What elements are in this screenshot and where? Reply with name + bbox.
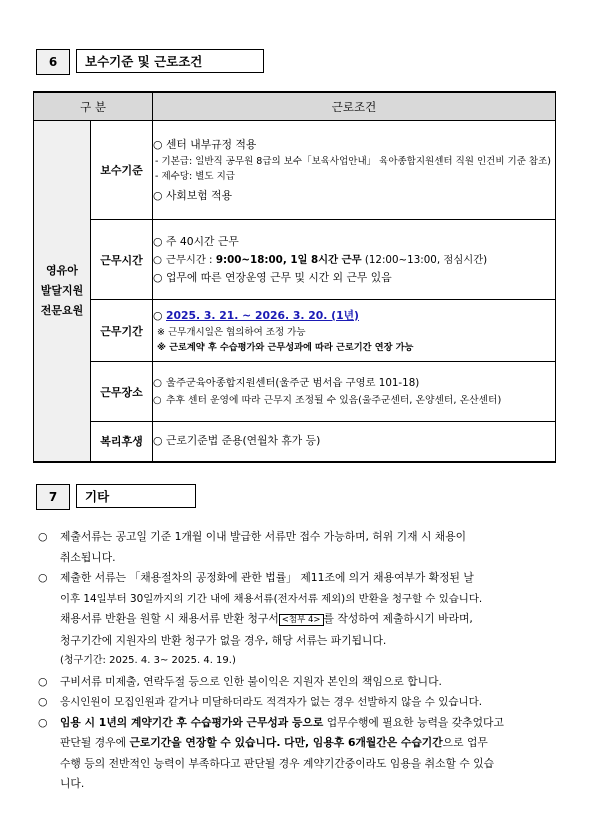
pay-line: - 기본급: 일반직 공무원 8급의 보수「보육사업안내」 육아종합지원센터 직원 인건비 기준 참조) bbox=[155, 155, 551, 167]
header-category: 구 분 bbox=[34, 92, 153, 121]
hours-line: 업무에 따른 연장운영 근무 및 시간 외 근무 있음 bbox=[166, 270, 392, 284]
section-7-header bbox=[36, 484, 196, 510]
note-line: 응시인원이 모집인원과 같거나 미달하더라도 적격자가 없는 경우 선발하지 않을 수 있습니다. bbox=[60, 696, 483, 708]
row-label-pay: 보수기준 bbox=[91, 121, 153, 220]
row-period bbox=[153, 300, 556, 362]
note-line: 이후 14일부터 30일까지의 기간 내에 채용서류(전자서류 제외)의 반환을 청구할 수 있습니다. bbox=[60, 592, 483, 605]
conditions-table bbox=[33, 91, 556, 463]
list-item bbox=[38, 672, 558, 693]
header-conditions: 근로조건 bbox=[153, 92, 556, 121]
circle-bullet: ○ bbox=[153, 394, 162, 406]
category-line: 발달지원 bbox=[40, 283, 84, 297]
circle-bullet: ○ bbox=[153, 253, 162, 266]
circle-bullet: ○ bbox=[153, 308, 163, 322]
circle-bullet: ○ bbox=[38, 674, 48, 688]
note-line: 니다. bbox=[60, 777, 85, 790]
row-label-welfare: 복리후생 bbox=[91, 422, 153, 462]
circle-bullet: ○ bbox=[153, 234, 163, 248]
category-line: 영유아 bbox=[46, 263, 78, 277]
note-line: 를 작성하여 제출하시기 바라며, bbox=[323, 612, 473, 625]
circle-bullet: ○ bbox=[153, 188, 163, 202]
hours-emphasis: 9:00~18:00, 1일 8시간 근무 bbox=[215, 253, 362, 266]
note-line: (청구기간: 2025. 4. 3~ 2025. 4. 19.) bbox=[60, 655, 236, 666]
pay-line: 사회보험 적용 bbox=[166, 188, 233, 202]
list-item bbox=[38, 713, 558, 795]
attachment-box: <첨부 4> bbox=[279, 614, 324, 626]
row-label-hours: 근무시간 bbox=[91, 220, 153, 300]
place-line: 추후 센터 운영에 따라 근무지 조정될 수 있음(울주군센터, 온양센터, 온산센터) bbox=[166, 394, 502, 406]
section-title: 기타 bbox=[76, 484, 196, 508]
section-6-header bbox=[36, 49, 264, 75]
period-note: ※ 근로계약 후 수습평가와 근무성과에 따라 근로기간 연장 가능 bbox=[157, 341, 414, 353]
list-item bbox=[38, 527, 558, 568]
hours-line: (12:00~13:00, 점심시간) bbox=[361, 253, 488, 266]
category-cell bbox=[34, 121, 91, 462]
row-place bbox=[153, 362, 556, 422]
section-number: 6 bbox=[36, 49, 70, 75]
place-line: 울주군육아종합지원센터(울주군 범서읍 구영로 101-18) bbox=[166, 376, 420, 389]
circle-bullet: ○ bbox=[153, 376, 162, 389]
category-line: 전문요원 bbox=[40, 303, 84, 317]
hours-line: 근무시간 : bbox=[166, 253, 216, 266]
pay-line: - 제수당: 별도 지급 bbox=[155, 170, 235, 182]
note-emphasis: 근로기간을 연장할 수 있습니다. 다만, 임용후 6개월간은 수습기간 bbox=[129, 736, 443, 749]
period-dates: 2025. 3. 21. ~ 2026. 3. 20. (1년) bbox=[166, 308, 359, 322]
row-hours bbox=[153, 220, 556, 300]
list-item bbox=[38, 692, 558, 713]
note-line: 수행 등의 전반적인 능력이 부족하다고 판단될 경우 계약기간중이라도 임용을 취소할 수 있습 bbox=[60, 756, 495, 770]
row-welfare bbox=[153, 422, 556, 462]
circle-bullet: ○ bbox=[38, 695, 48, 708]
welfare-line: 근로기준법 준용(연월차 휴가 등) bbox=[166, 434, 321, 448]
note-line: 제출한 서류는 「채용절차의 공정화에 관한 법률」 제11조에 의거 채용여부가 확정된 날 bbox=[60, 571, 474, 584]
list-item bbox=[38, 568, 558, 672]
note-line: 제출서류는 공고일 기준 1개월 이내 발급한 서류만 접수 가능하며, 허위 기재 시 채용이 bbox=[60, 530, 467, 543]
pay-line: 센터 내부규정 적용 bbox=[166, 137, 257, 151]
note-line: 구비서류 미제출, 연락두절 등으로 인한 불이익은 지원자 본인의 책임으로 합니다. bbox=[60, 674, 442, 688]
note-line: 판단될 경우에 bbox=[60, 736, 130, 749]
section-title: 보수기준 및 근로조건 bbox=[76, 49, 264, 73]
circle-bullet: ○ bbox=[153, 137, 163, 151]
section-number: 7 bbox=[36, 484, 70, 510]
note-line: 취소됩니다. bbox=[60, 550, 116, 564]
period-note: ※ 근무개시일은 협의하여 조정 가능 bbox=[157, 326, 306, 338]
row-label-period: 근무기간 bbox=[91, 300, 153, 362]
circle-bullet: ○ bbox=[153, 270, 163, 284]
hours-line: 주 40시간 근무 bbox=[166, 234, 239, 248]
circle-bullet: ○ bbox=[38, 571, 48, 584]
note-line: 으로 업무 bbox=[442, 736, 488, 749]
note-line: 업무수행에 필요한 능력을 갖추었다고 bbox=[323, 715, 504, 729]
note-line: 채용서류 반환을 원할 시 채용서류 반환 청구서 bbox=[60, 612, 279, 625]
notes-list bbox=[38, 527, 558, 795]
note-line: 청구기간에 지원자의 반환 청구가 없을 경우, 해당 서류는 파기됩니다. bbox=[60, 633, 387, 647]
circle-bullet: ○ bbox=[38, 715, 48, 729]
note-emphasis: 임용 시 1년의 계약기간 후 수습평가와 근무성과 등으로 bbox=[60, 715, 324, 729]
row-pay bbox=[153, 121, 556, 220]
circle-bullet: ○ bbox=[38, 530, 48, 543]
circle-bullet: ○ bbox=[153, 434, 163, 448]
row-label-place: 근무장소 bbox=[91, 362, 153, 422]
